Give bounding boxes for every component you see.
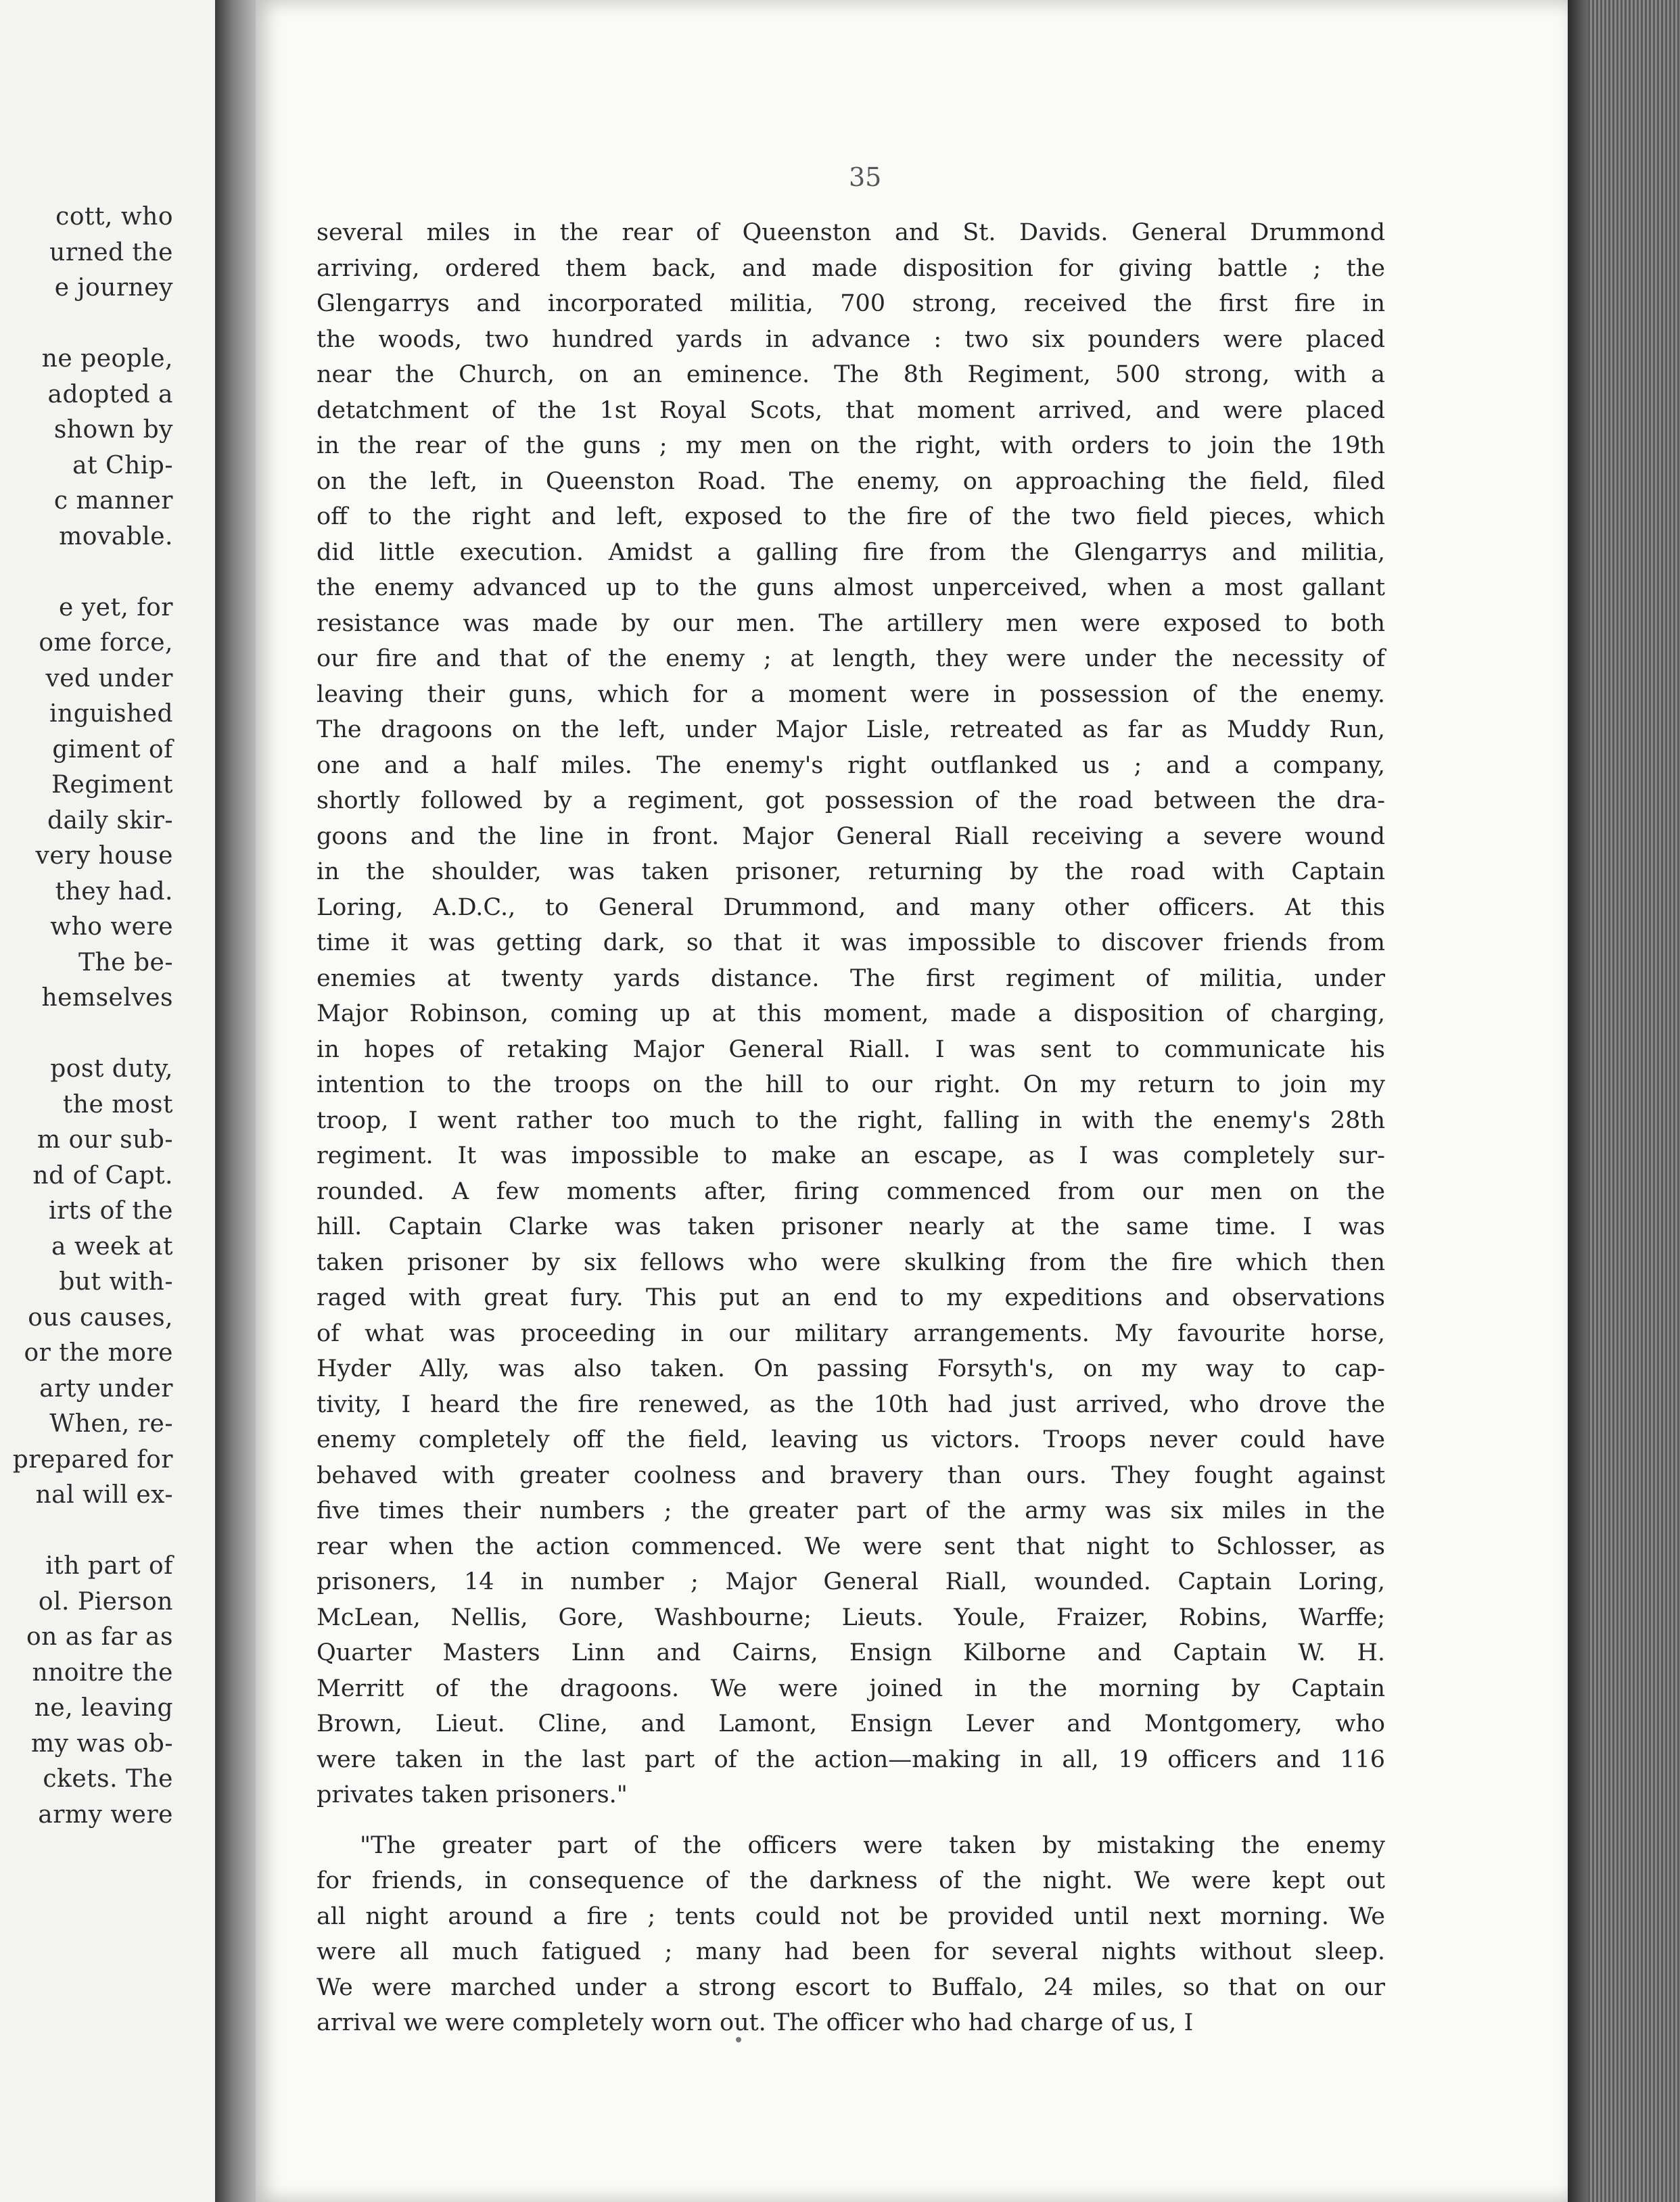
text-line: five times their numbers ; the greater part of the army was six miles in the [317, 1497, 1385, 1524]
text-line: hill. Captain Clarke was taken prisoner nearly at the same time. I was [317, 1213, 1385, 1240]
text-line: tivity, I heard the fire renewed, as the 10th had just arrived, who drove the [317, 1390, 1385, 1418]
text-line: troop, I went rather too much to the right, falling in with the enemy's 28th [317, 1106, 1385, 1134]
left-page-fragment: ol. Pierson [38, 1587, 173, 1616]
left-page-fragment: they had. [55, 877, 173, 906]
text-line: were all much fatigued ; many had been for several nights without sleep. [317, 1938, 1385, 1965]
left-page-fragment: very house [35, 842, 173, 870]
left-page-fragment: cott, who [55, 203, 173, 231]
text-line: We were marched under a strong escort to Buffalo, 24 miles, so that on our [317, 1973, 1385, 2001]
left-page-fragment: ne, leaving [34, 1694, 173, 1722]
left-page-fragment: post duty, [50, 1055, 173, 1083]
text-line: shortly followed by a regiment, got possession of the road between the dra- [317, 787, 1385, 814]
text-line: enemy completely off the field, leaving us victors. Troops never could have [317, 1426, 1385, 1453]
text-line: Hyder Ally, was also taken. On passing Forsyth's, on my way to cap- [317, 1355, 1385, 1382]
text-line: near the Church, on an eminence. The 8th Regiment, 500 strong, with a [317, 361, 1385, 388]
text-line: prisoners, 14 in number ; Major General Riall, wounded. Captain Loring, [317, 1568, 1385, 1595]
left-page-fragment: the most [62, 1090, 173, 1119]
text-line: "The greater part of the officers were taken by mistaking the enemy [360, 1831, 1385, 1859]
text-line: Quarter Masters Linn and Cairns, Ensign Kilborne and Captain W. H. [317, 1639, 1385, 1666]
book-gutter [215, 0, 256, 2202]
text-line: taken prisoner by six fellows who were skulking from the fire which then [317, 1248, 1385, 1276]
left-page-fragment: my was ob- [31, 1729, 173, 1758]
left-page-fragment: e yet, for [59, 593, 173, 622]
left-page-fragment: ne people, [41, 345, 173, 373]
left-page-fragment: ome force, [39, 629, 173, 657]
left-page-fragment: or the more [24, 1339, 173, 1367]
text-line: arriving, ordered them back, and made disposition for giving battle ; the [317, 254, 1385, 282]
left-page-fragment: irts of the [48, 1197, 173, 1225]
left-page-fragment: e journey [54, 274, 173, 302]
text-line: for friends, in consequence of the darkness of the night. We were kept out [317, 1867, 1385, 1894]
text-line: Brown, Lieut. Cline, and Lamont, Ensign Lever and Montgomery, who [317, 1710, 1385, 1737]
left-page-fragment: nd of Capt. [32, 1161, 173, 1190]
text-line: The dragoons on the left, under Major Lisle, retreated as far as Muddy Run, [317, 716, 1385, 743]
left-page-fragment: Regiment [51, 771, 173, 799]
text-line: of what was proceeding in our military arrangements. My favourite horse, [317, 1319, 1385, 1347]
text-line: were taken in the last part of the action—making in all, 19 officers and 116 [317, 1746, 1385, 1773]
left-page-fragment: hemselves [41, 984, 173, 1012]
text-line: in hopes of retaking Major General Riall. I was sent to communicate his [317, 1035, 1385, 1063]
left-page-fragment: When, re- [49, 1410, 173, 1438]
left-page [0, 0, 215, 2202]
ink-speck [736, 2037, 741, 2042]
left-page-fragment: giment of [52, 735, 173, 764]
text-line: goons and the line in front. Major General Riall receiving a severe wound [317, 822, 1385, 850]
text-line: Loring, A.D.C., to General Drummond, and many other officers. At this [317, 893, 1385, 921]
left-page-fragment: army were [38, 1800, 173, 1829]
left-page-fragment: ous causes, [28, 1303, 173, 1332]
left-page-fragment: The be- [78, 948, 173, 977]
text-line: our fire and that of the enemy ; at length, they were under the necessity of [317, 645, 1385, 672]
left-page-fragment: ckets. The [43, 1765, 173, 1793]
left-page-fragment: movable. [59, 522, 173, 550]
left-page-fragment: a week at [51, 1232, 173, 1261]
paragraph-gap [317, 1813, 1385, 1828]
page-number: 35 [849, 162, 882, 192]
text-line: one and a half miles. The enemy's right outflanked us ; and a company, [317, 751, 1385, 779]
left-page-fragment: arty under [39, 1374, 173, 1403]
text-line: the woods, two hundred yards in advance : two six pounders were placed [317, 325, 1385, 353]
text-line: privates taken prisoners." [317, 1781, 628, 1808]
left-page-fragment: daily skir- [47, 806, 173, 835]
text-line: several miles in the rear of Queenston and St. Davids. General Drummond [317, 219, 1385, 246]
text-line: McLean, Nellis, Gore, Washbourne; Lieuts. Youle, Fraizer, Robins, Warffe; [317, 1603, 1385, 1631]
text-line: time it was getting dark, so that it was impossible to discover friends from [317, 929, 1385, 956]
left-page-fragment: who were [50, 913, 173, 941]
text-line: arrival we were completely worn out. The officer who had charge of us, I [317, 2009, 1194, 2036]
text-line: resistance was made by our men. The artillery men were exposed to both [317, 609, 1385, 637]
text-line: on the left, in Queenston Road. The enemy, on approaching the field, filed [317, 467, 1385, 495]
left-page-fragment: inguished [49, 700, 173, 728]
text-line: detatchment of the 1st Royal Scots, that moment arrived, and were placed [317, 396, 1385, 424]
text-line: intention to the troops on the hill to our right. On my return to join my [317, 1071, 1385, 1098]
left-page-fragment: at Chip- [72, 451, 173, 479]
left-page-fragment: nnoitre the [32, 1658, 173, 1687]
text-line: rear when the action commenced. We were sent that night to Schlosser, as [317, 1532, 1385, 1560]
text-line: enemies at twenty yards distance. The first regiment of militia, under [317, 964, 1385, 992]
text-line: rounded. A few moments after, firing commenced from our men on the [317, 1177, 1385, 1205]
text-line: Merritt of the dragoons. We were joined in the morning by Captain [317, 1674, 1385, 1702]
main-text [317, 215, 1385, 2041]
text-line: Glengarrys and incorporated militia, 700 strong, received the first fire in [317, 290, 1385, 317]
text-line: raged with great fury. This put an end to my expeditions and observations [317, 1284, 1385, 1311]
text-line: all night around a fire ; tents could not be provided until next morning. We [317, 1902, 1385, 1930]
left-page-fragment: nal will ex- [35, 1481, 173, 1509]
left-page-fragment: m our sub- [37, 1126, 173, 1154]
text-line: the enemy advanced up to the guns almost unperceived, when a most gallant [317, 574, 1385, 601]
left-page-fragment: ved under [45, 664, 173, 693]
left-page-fragment: shown by [53, 416, 173, 444]
left-page-fragment: but with- [59, 1268, 173, 1296]
page-edges [1568, 0, 1680, 2202]
text-line: did little execution. Amidst a galling fire from the Glengarrys and militia, [317, 538, 1385, 566]
text-line: regiment. It was impossible to make an escape, as I was completely sur- [317, 1142, 1385, 1169]
left-page-fragment: on as far as [26, 1623, 173, 1651]
text-line: behaved with greater coolness and bravery than ours. They fought against [317, 1461, 1385, 1489]
left-page-fragment: prepared for [12, 1445, 173, 1474]
text-line: leaving their guns, which for a moment were in possession of the enemy. [317, 680, 1385, 708]
text-line: in the shoulder, was taken prisoner, returning by the road with Captain [317, 858, 1385, 885]
left-page-fragment: c manner [53, 487, 173, 515]
left-page-fragment: adopted a [47, 380, 173, 408]
text-line: in the rear of the guns ; my men on the right, with orders to join the 19th [317, 432, 1385, 459]
left-page-fragment: ith part of [45, 1552, 173, 1580]
text-line: off to the right and left, exposed to the fire of the two field pieces, which [317, 503, 1385, 530]
left-page-fragment: urned the [49, 238, 173, 266]
text-line: Major Robinson, coming up at this moment, made a disposition of charging, [317, 1000, 1385, 1027]
